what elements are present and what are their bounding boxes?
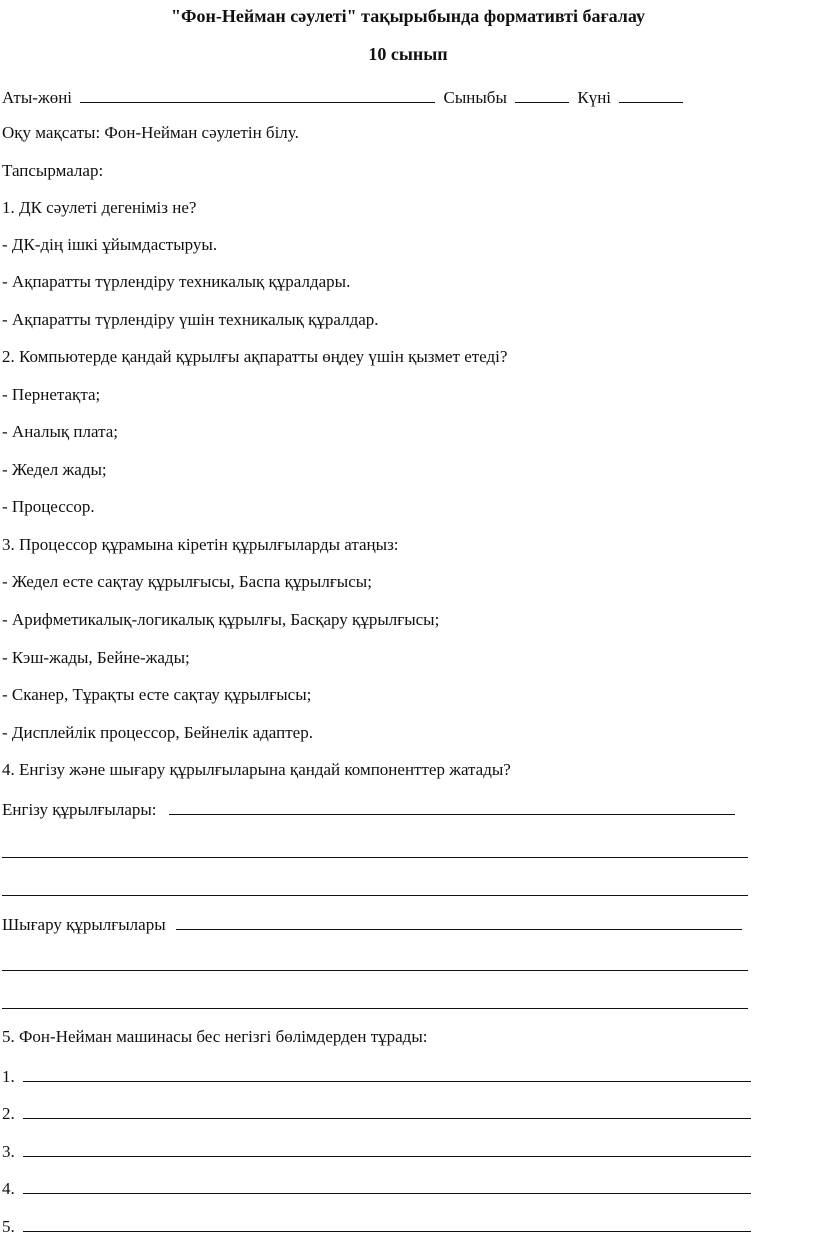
q5-answer-row — [2, 1140, 751, 1162]
q1-option[interactable]: - Ақпаратты түрлендіру техникалық құралдары. — [2, 272, 351, 291]
answer-blank[interactable] — [23, 1102, 751, 1119]
q2-option[interactable]: - Процессор. — [2, 497, 95, 516]
tasks-heading: Тапсырмалар: — [2, 161, 104, 180]
output-devices-row — [2, 913, 742, 935]
q3-option[interactable]: - Дисплейлік процессор, Бейнелік адаптер. — [2, 723, 313, 742]
q3-option[interactable]: - Арифметикалық-логикалық құрылғы, Басқару құрылғысы; — [2, 610, 440, 629]
question-1: 1. ДК сәулеті дегеніміз не? — [2, 198, 197, 217]
date-blank[interactable] — [619, 86, 683, 103]
question-5: 5. Фон-Нейман машинасы бес негізгі бөлімдерден тұрады: — [2, 1027, 428, 1046]
item-number: 4. — [2, 1179, 15, 1198]
class-blank[interactable] — [515, 86, 569, 103]
q5-answer-row — [2, 1177, 751, 1199]
answer-blank[interactable] — [23, 1140, 751, 1157]
q2-option[interactable]: - Пернетақта; — [2, 385, 101, 404]
q3-option[interactable]: - Сканер, Тұрақты есте сақтау құрылғысы; — [2, 685, 312, 704]
input-devices-blank[interactable] — [169, 798, 735, 815]
answer-line[interactable] — [2, 970, 748, 971]
question-4: 4. Енгізу және шығару құрылғыларына қандай компоненттер жатады? — [2, 760, 511, 779]
grade-subtitle: 10 сынып — [368, 44, 448, 64]
q3-option[interactable]: - Кэш-жады, Бейне-жады; — [2, 648, 190, 667]
q2-option[interactable]: - Аналық плата; — [2, 422, 118, 441]
answer-line[interactable] — [2, 857, 748, 858]
item-number: 2. — [2, 1104, 15, 1123]
q2-option[interactable]: - Жедел жады; — [2, 460, 107, 479]
answer-line[interactable] — [2, 895, 748, 896]
output-devices-blank[interactable] — [176, 913, 742, 930]
input-devices-label: Енгізу құрылғылары: — [2, 800, 157, 819]
date-label: Күні — [577, 88, 612, 107]
input-devices-row — [2, 798, 735, 820]
q5-answer-row — [2, 1215, 751, 1237]
student-info-row — [2, 86, 683, 108]
item-number: 1. — [2, 1067, 15, 1086]
q5-answer-row — [2, 1065, 751, 1087]
question-3: 3. Процессор құрамына кіретін құрылғыларды атаңыз: — [2, 535, 399, 554]
q5-answer-row — [2, 1102, 751, 1124]
name-blank[interactable] — [80, 86, 435, 103]
name-label: Аты-жөні — [2, 88, 73, 107]
output-devices-label: Шығару құрылғылары — [2, 915, 166, 934]
answer-blank[interactable] — [23, 1177, 751, 1194]
learning-objective: Оқу мақсаты: Фон-Нейман сәулетін білу. — [2, 123, 299, 142]
answer-line[interactable] — [2, 1008, 748, 1009]
q1-option[interactable]: - Ақпаратты түрлендіру үшін техникалық құралдар. — [2, 310, 379, 329]
page-title: "Фон-Нейман сәулеті" тақырыбында формативті бағалау — [171, 6, 645, 26]
q3-option[interactable]: - Жедел есте сақтау құрылғысы, Баспа құрылғысы; — [2, 572, 372, 591]
item-number: 5. — [2, 1217, 15, 1236]
class-label: Сыныбы — [443, 88, 507, 107]
answer-blank[interactable] — [23, 1065, 751, 1082]
question-2: 2. Компьютерде қандай құрылғы ақпаратты өңдеу үшін қызмет етеді? — [2, 347, 508, 366]
item-number: 3. — [2, 1142, 15, 1161]
q1-option[interactable]: - ДК-дің ішкі ұйымдастыруы. — [2, 235, 218, 254]
answer-blank[interactable] — [23, 1215, 751, 1232]
